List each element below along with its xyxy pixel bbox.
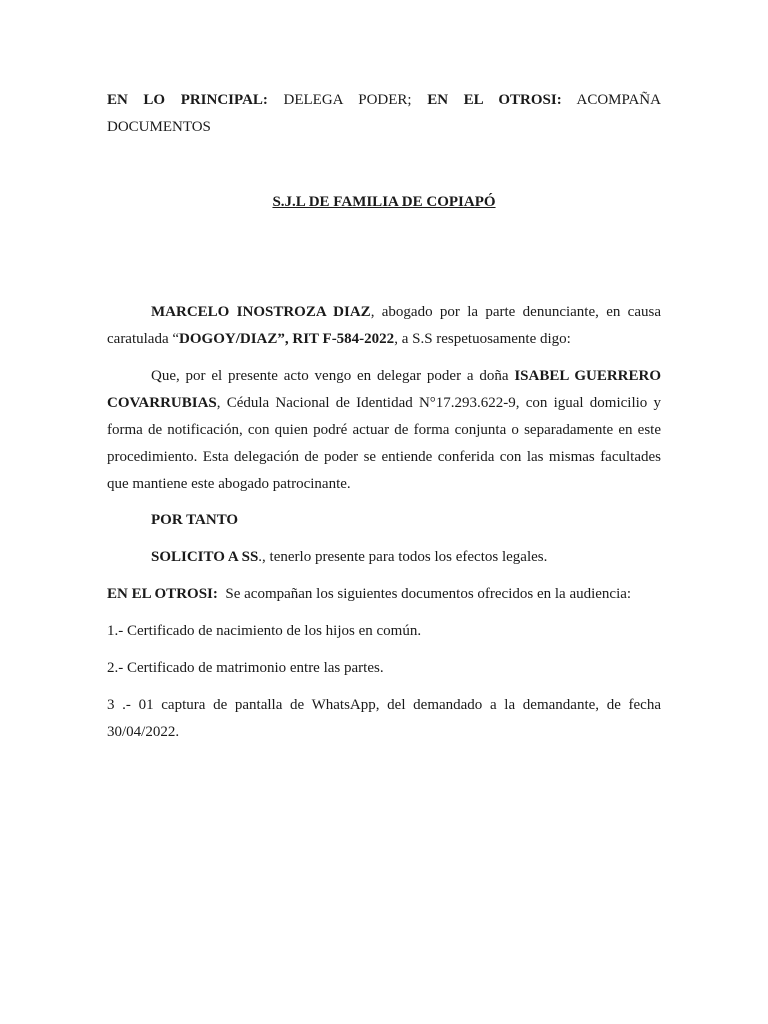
otrosi-header-label: EN EL OTROSI: — [427, 92, 562, 108]
list-item: 1.- Certificado de nacimiento de los hijos en común. — [107, 623, 422, 639]
intro-paragraph — [107, 299, 661, 353]
principal-text: DELEGA PODER; — [283, 92, 412, 108]
case-identifier: DOGOY/DIAZ”, RIT F-584-2022 — [179, 331, 395, 347]
solicito-label: SOLICITO A SS — [151, 549, 259, 565]
delegate-name: ISABEL GUERRERO COVARRUBIAS — [107, 368, 662, 411]
court-title: S.J.L DE FAMILIA DE COPIAPÓ — [272, 194, 496, 210]
delegation-paragraph — [107, 363, 661, 498]
delegation-text-2: , Cédula Nacional de Identidad N°17.293.622-9, con igual domicilio y forma de notificación, con quien podré actuar de forma conjunta o separadamente en este procedimiento. Esta delegación de poder se entiende conferida con las mismas facultades que mantiene este abogado patrocinante. — [107, 395, 661, 492]
list-item: 2.- Certificado de matrimonio entre las partes. — [107, 660, 384, 676]
list-item: 3 .- 01 captura de pantalla de WhatsApp, del demandado a la demandante, de fecha 30/04/2022. — [107, 697, 661, 740]
solicito-text: ., tenerlo presente para todos los efectos legales. — [258, 549, 548, 565]
header-line-1 — [107, 87, 661, 114]
otrosi-label: EN EL OTROSI: — [107, 586, 218, 602]
solicito-paragraph — [107, 544, 661, 571]
intro-text-2: , a S.S respetuosamente digo: — [394, 331, 571, 347]
por-tanto — [107, 507, 661, 534]
lawyer-name: MARCELO INOSTROZA DIAZ — [151, 304, 371, 320]
por-tanto-label: POR TANTO — [151, 512, 239, 528]
document-header — [107, 87, 661, 141]
header-line-2: DOCUMENTOS — [107, 119, 211, 135]
otrosi-text: Se acompañan los siguientes documentos ofrecidos en la audiencia: — [225, 586, 632, 602]
intro-text-1: , abogado por la parte denunciante, en causa caratulada “ — [107, 304, 661, 347]
principal-label: EN LO PRINCIPAL: — [107, 92, 268, 108]
delegation-text-1: Que, por el presente acto vengo en delegar poder a doña — [151, 368, 515, 384]
otrosi-header-text: ACOMPAÑA — [576, 92, 661, 108]
otrosi-paragraph — [107, 581, 661, 608]
